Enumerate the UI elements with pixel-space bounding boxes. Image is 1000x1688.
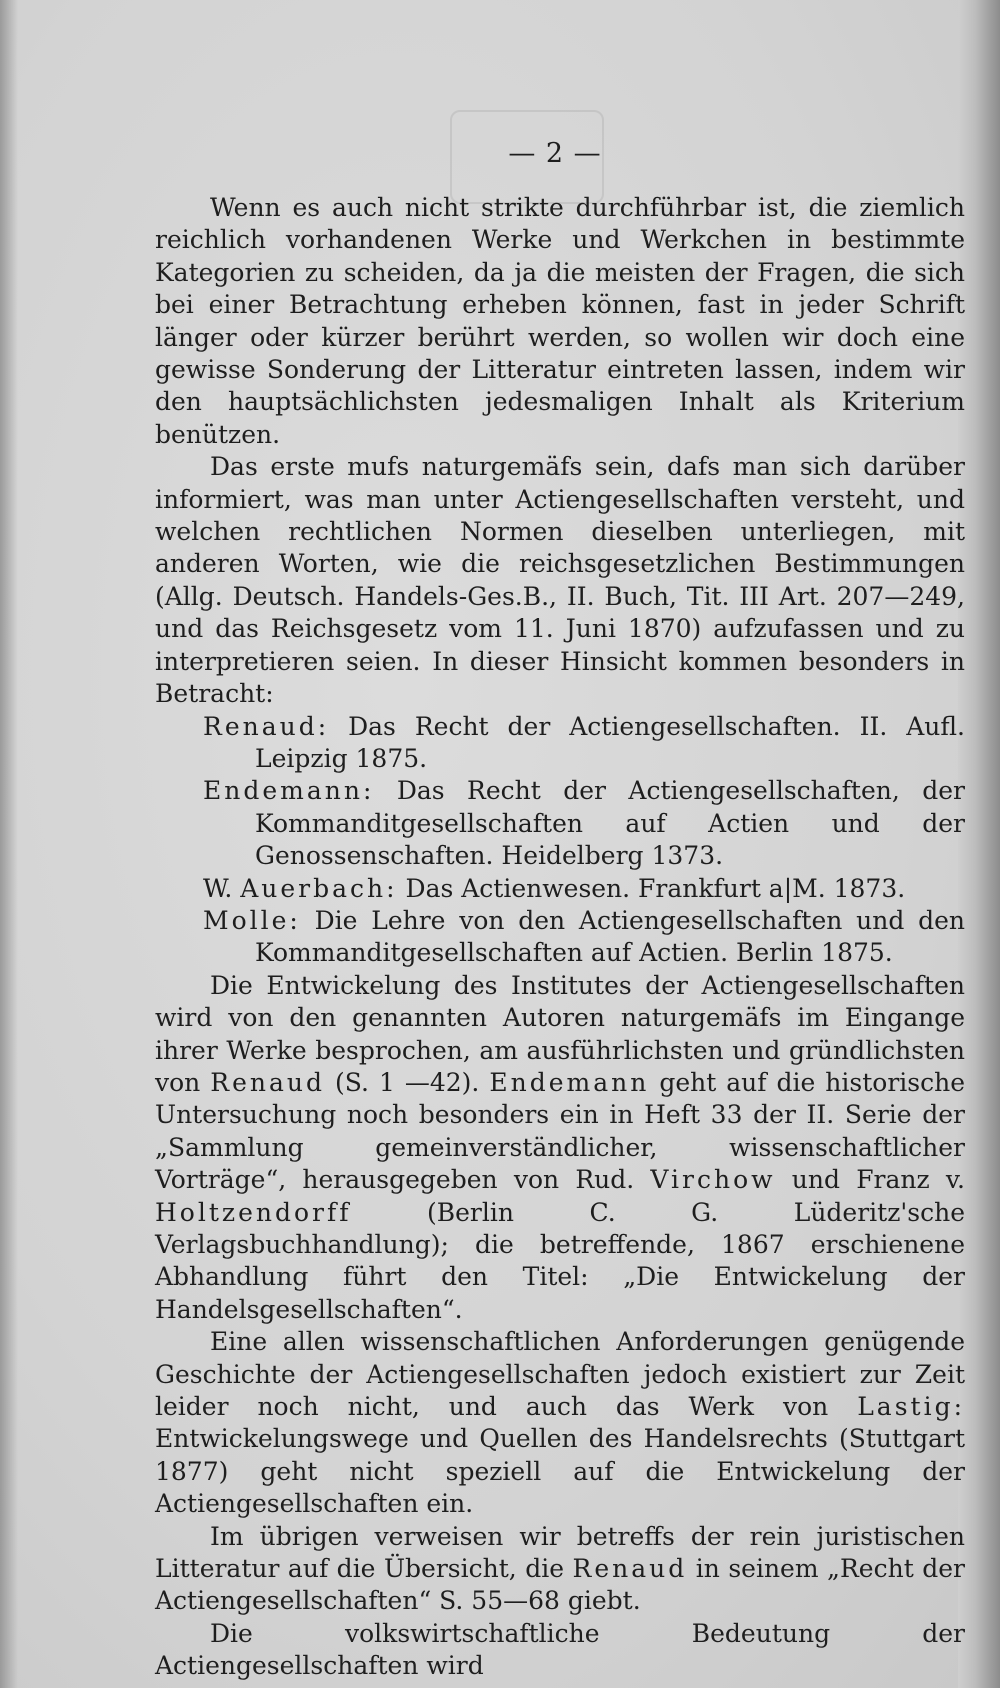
paragraph-3 xyxy=(155,970,965,1326)
author-name: Lastig: xyxy=(857,1392,965,1422)
author-name: Holtzendorff xyxy=(155,1197,352,1227)
paragraph-6: Die volkswirtschaftliche Bedeutung der Actiengesellschaften wird xyxy=(155,1618,965,1681)
text-run: Entwickelungswege und Quellen des Handelsrechts (Stuttgart 1877) geht nicht speziell auf die Entwickelung der Actiengesellschaften ein. xyxy=(155,1424,965,1519)
text-run: und Franz v. xyxy=(775,1165,966,1195)
paragraph-1: Wenn es auch nicht strikte durchführbar ist, die ziemlich reichlich vorhandenen Werke und Werkchen in bestimmte Kategorien zu scheiden, da ja die meisten der Fragen, die sich bei einer Betrachtung erheben können, fast in jeder Schrift länger oder kürzer berührt werden, so wollen wir doch eine gewisse Sonderung der Litteratur eintreten lassen, indem wir den hauptsächlichsten jedesmaligen Inhalt als Kriterium benützen. xyxy=(155,193,965,449)
text-run: (S. 1 —42). xyxy=(325,1067,490,1097)
binding-shadow xyxy=(0,0,18,1688)
reference-author: Molle: xyxy=(203,905,301,935)
reference-text: Das Recht der Actiengesellschaften, der Kommanditgesellschaften auf Actien und der Genossenschaften. Heidelberg 1373. xyxy=(255,776,965,871)
author-name: Renaud xyxy=(210,1067,326,1097)
text-run: Die Entwickelung des Institutes der Actiengesellschaften wird von den genannten Autoren naturgemäfs im Eingange ihrer Werke besprochen, am ausführlichsten und gründlichsten von xyxy=(155,970,965,1097)
reference-molle xyxy=(203,905,965,970)
reference-auerbach xyxy=(203,873,965,905)
paragraph-4 xyxy=(155,1326,965,1520)
reference-author: Endemann: xyxy=(203,776,375,806)
reference-endemann xyxy=(203,775,965,872)
text-run: geht auf die historische Untersuchung noch besonders ein in Heft 33 der II. Serie der „Sammlung gemeinverständlicher, wissenschaftlicher Vorträge“, herausgegeben von Rud. xyxy=(155,1067,966,1195)
reference-prefix: W. xyxy=(203,873,241,903)
text-run: (Berlin C. G. Lüderitz'sche Verlagsbuchhandlung); die betreffende, 1867 erschienene Abhandlung führt den Titel: „Die Entwickelung der Handelsgesellschaften“. xyxy=(155,1197,965,1324)
reference-text: Das Recht der Actiengesellschaften. II. Aufl. Leipzig 1875. xyxy=(255,711,965,773)
paragraph-2: Das erste mufs naturgemäfs sein, dafs man sich darüber informiert, was man unter Actiengesellschaften versteht, und welchen rechtlichen Normen dieselben unterliegen, mit anderen Worten, wie die reichsgesetzlichen Bestimmungen (Allg. Deutsch. Handels-Ges.B., II. Buch, Tit. III Art. 207—249, und das Reichsgesetz vom 11. Juni 1870) aufzufassen und zu interpretieren seien. In dieser Hinsicht kommen besonders in Betracht: xyxy=(155,452,965,709)
text-run: Eine allen wissenschaftlichen Anforderungen genügende Geschichte der Actiengesellschaften jedoch existiert zur Zeit leider noch nicht, und auch das Werk von xyxy=(155,1327,965,1422)
reference-renaud xyxy=(203,711,965,776)
author-name: Virchow xyxy=(650,1165,776,1195)
text-run: in seinem „Recht der Actiengesellschaften“ S. 55—68 giebt. xyxy=(155,1554,965,1616)
paragraph-5 xyxy=(155,1521,965,1618)
reference-author: Renaud: xyxy=(203,711,330,741)
reference-author: Auerbach: xyxy=(240,873,398,903)
author-name: Renaud xyxy=(572,1554,688,1584)
reference-text: Die Lehre von den Actiengesellschaften und den Kommanditgesellschaften auf Actien. Berlin 1875. xyxy=(255,905,965,968)
author-name: Endemann xyxy=(489,1067,650,1097)
text-run: Im übrigen verweisen wir betreffs der rein juristischen Litteratur auf die Übersicht, die xyxy=(155,1521,965,1584)
body-text xyxy=(155,192,965,1683)
reference-text: Das Actienwesen. Frankfurt a|M. 1873. xyxy=(397,873,906,903)
page-number: — 2 — xyxy=(508,138,602,169)
